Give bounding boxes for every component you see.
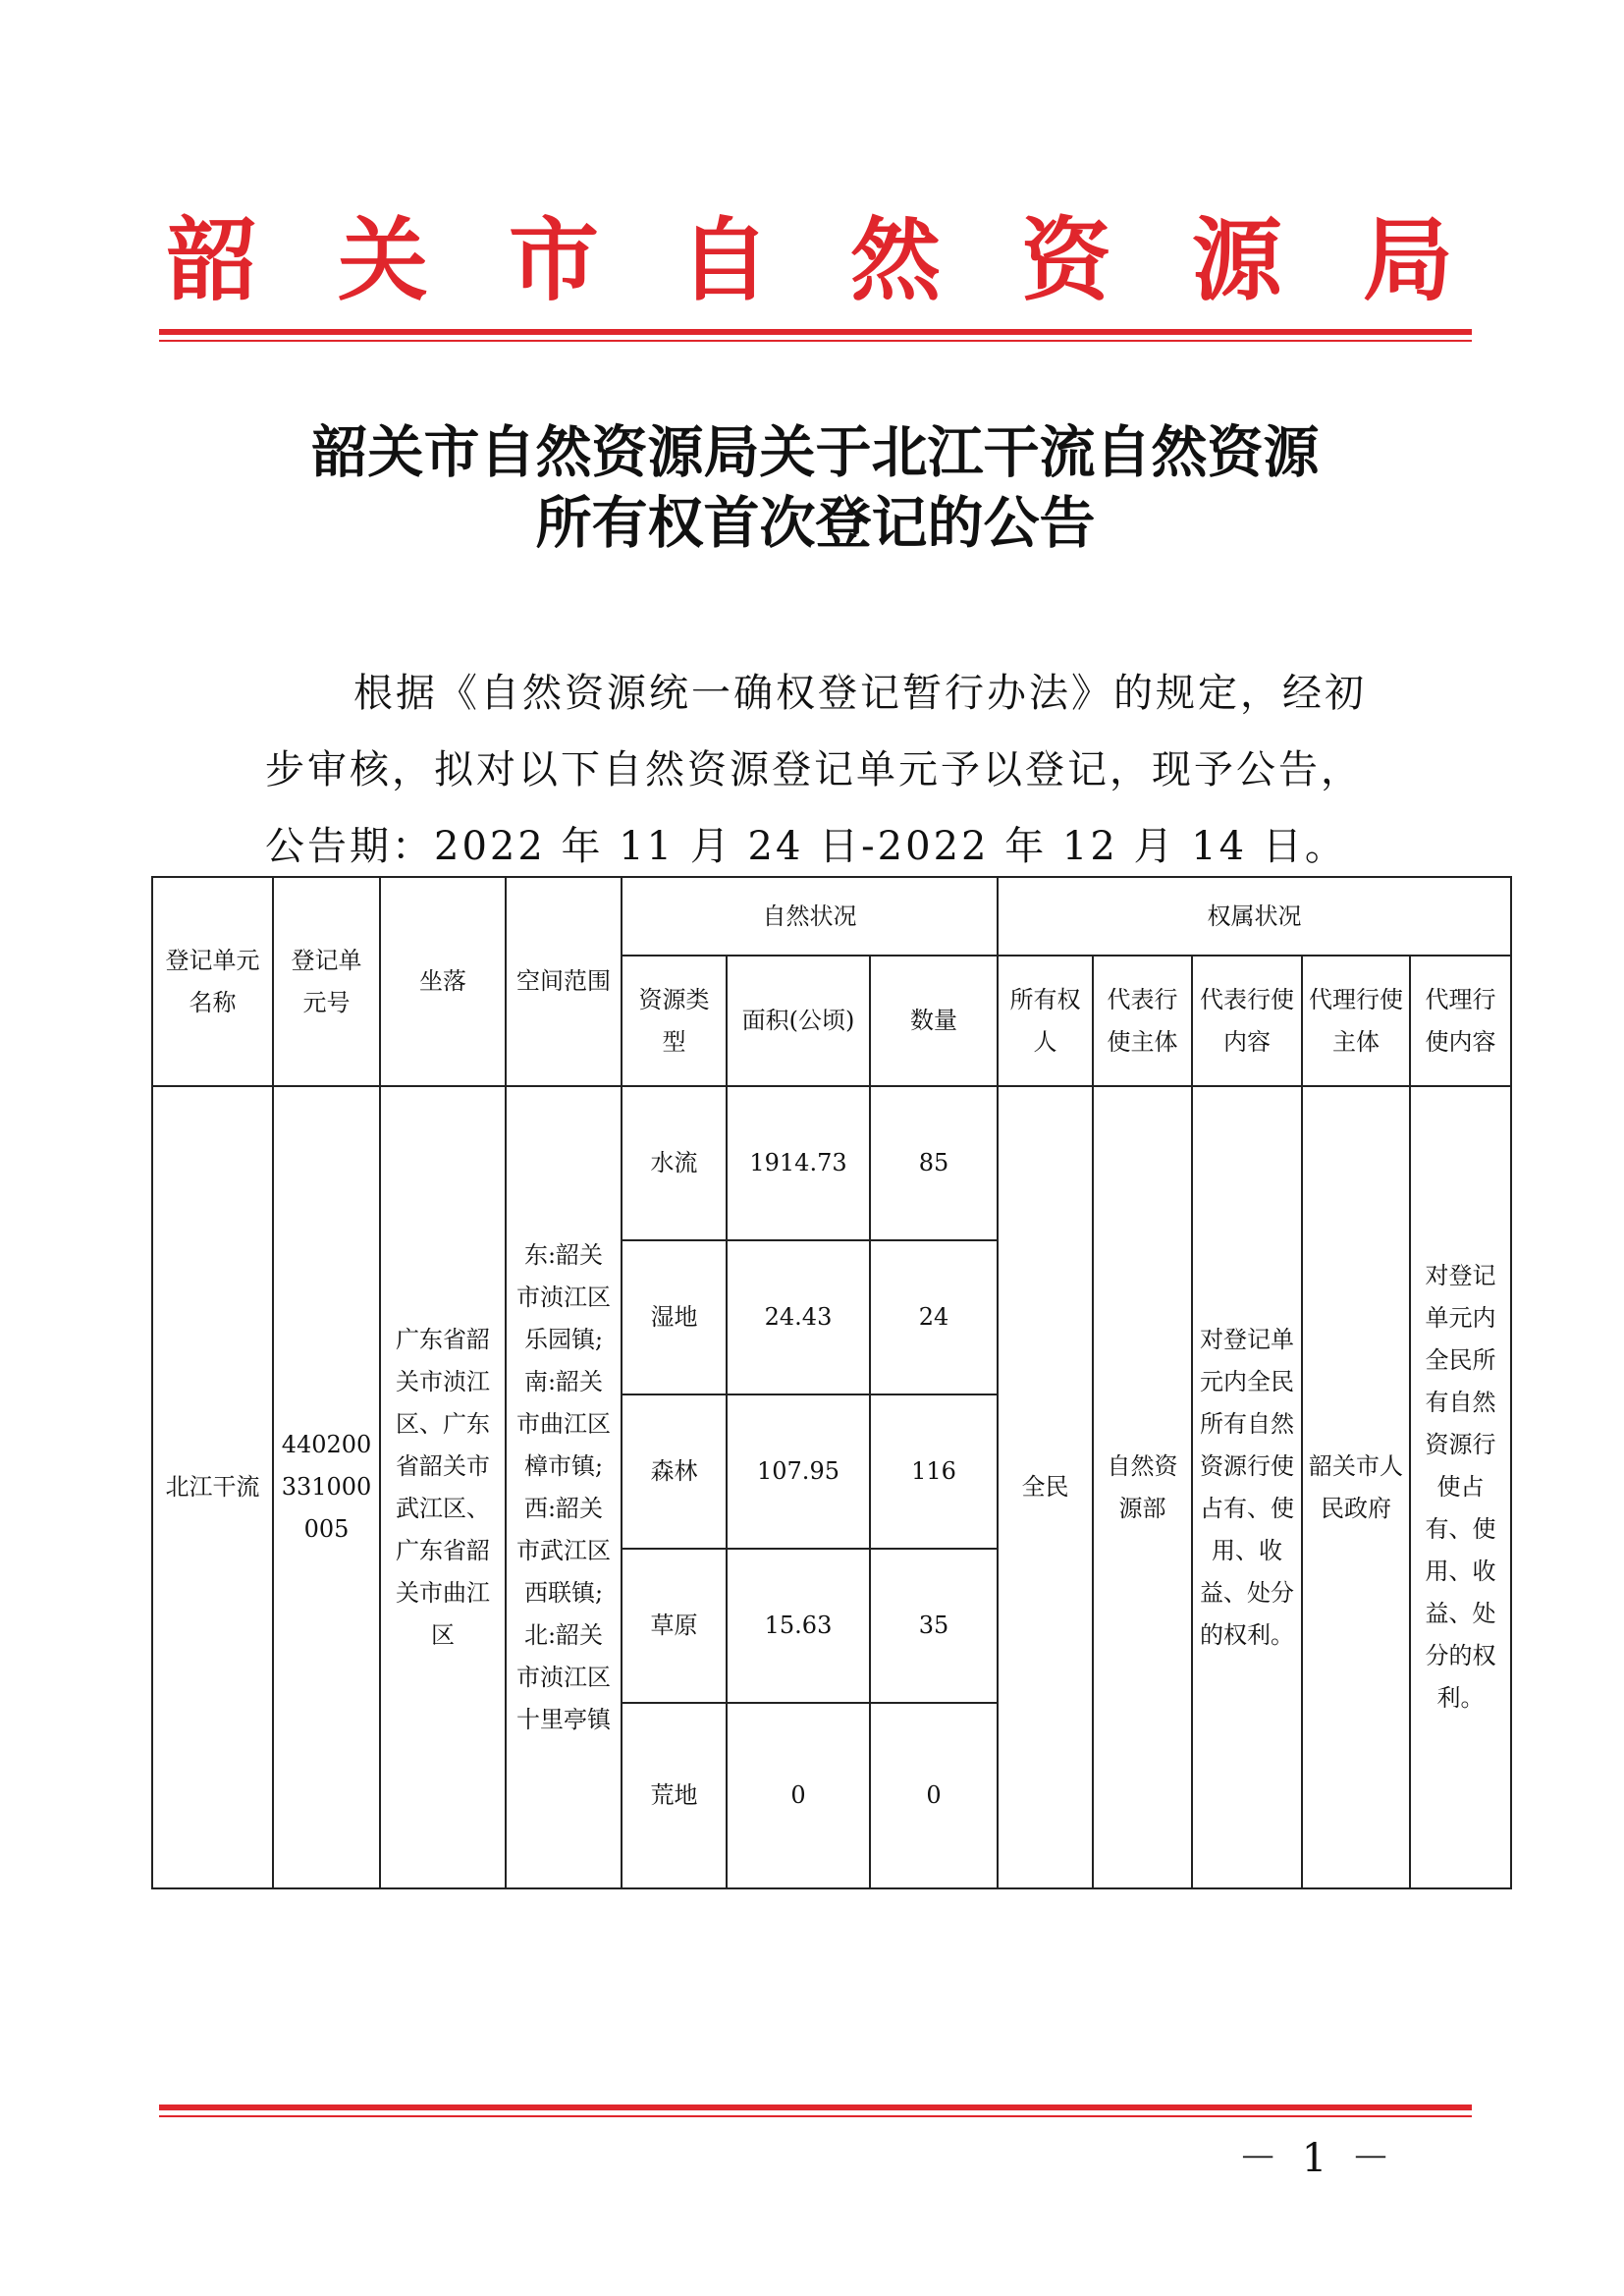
body-line-2: 步审核，拟对以下自然资源登记单元予以登记，现予公告， — [265, 747, 1363, 793]
masthead — [167, 201, 1453, 319]
header-rep-content: 代表行使内容 — [1192, 956, 1302, 1086]
header-quantity: 数量 — [870, 956, 998, 1086]
title-line-1: 韶关市自然资源局关于北江干流自然资源 — [311, 419, 1320, 485]
cell-unit-name: 北江干流 — [152, 1086, 273, 1888]
header-row-1 — [152, 877, 1511, 956]
header-ownership-status: 权属状况 — [998, 877, 1511, 956]
masthead-char: 关 — [337, 207, 428, 313]
announcement-body — [265, 655, 1404, 885]
masthead-char: 局 — [1362, 207, 1453, 313]
cell-area: 24.43 — [727, 1240, 870, 1394]
masthead-char: 市 — [508, 207, 599, 313]
header-resource-type: 资源类型 — [622, 956, 727, 1086]
cell-resource-type: 荒地 — [622, 1703, 727, 1888]
cell-rep-content: 对登记单元内全民所有自然资源行使占有、使用、收益、处分的权利。 — [1192, 1086, 1302, 1888]
masthead-char: 韶 — [167, 207, 258, 313]
cell-owner: 全民 — [998, 1086, 1093, 1888]
table-row — [152, 1086, 1511, 1240]
masthead-char: 资 — [1020, 207, 1111, 313]
masthead-char: 源 — [1191, 207, 1282, 313]
header-representative: 代表行使主体 — [1093, 956, 1192, 1086]
cell-resource-type: 湿地 — [622, 1240, 727, 1394]
footer-rule-thin — [159, 2115, 1472, 2117]
masthead-char: 然 — [849, 207, 941, 313]
header-scope: 空间范围 — [506, 877, 622, 1086]
cell-resource-type: 草原 — [622, 1549, 727, 1703]
header-unit-name: 登记单元名称 — [152, 877, 273, 1086]
cell-area: 107.95 — [727, 1394, 870, 1549]
cell-resource-type: 森林 — [622, 1394, 727, 1549]
cell-quantity: 85 — [870, 1086, 998, 1240]
cell-area: 15.63 — [727, 1549, 870, 1703]
header-area: 面积(公顷) — [727, 956, 870, 1086]
cell-representative: 自然资源部 — [1093, 1086, 1192, 1888]
cell-quantity: 24 — [870, 1240, 998, 1394]
cell-quantity: 116 — [870, 1394, 998, 1549]
header-unit-no: 登记单元号 — [273, 877, 380, 1086]
page-number: － 1 － — [1238, 2136, 1396, 2181]
header-agent: 代理行使主体 — [1302, 956, 1410, 1086]
body-line-3: 公告期：2022 年 11 月 24 日-2022 年 12 月 14 日。 — [265, 824, 1347, 869]
cell-quantity: 0 — [870, 1703, 998, 1888]
masthead-rule-thick — [159, 329, 1472, 335]
masthead-char: 自 — [678, 207, 770, 313]
cell-unit-no: 440200331000005 — [273, 1086, 380, 1888]
header-natural-status: 自然状况 — [622, 877, 998, 956]
masthead-rule-thin — [159, 340, 1472, 342]
cell-resource-type: 水流 — [622, 1086, 727, 1240]
cell-agent: 韶关市人民政府 — [1302, 1086, 1410, 1888]
cell-agent-content: 对登记单元内全民所有自然资源行使占有、使用、收益、处分的权利。 — [1410, 1086, 1511, 1888]
header-agent-content: 代理行使内容 — [1410, 956, 1511, 1086]
cell-scope: 东:韶关市浈江区乐园镇;南:韶关市曲江区樟市镇;西:韶关市武江区西联镇;北:韶关市浈江区十里亭镇 — [506, 1086, 622, 1888]
cell-quantity: 35 — [870, 1549, 998, 1703]
cell-area: 1914.73 — [727, 1086, 870, 1240]
header-owner: 所有权人 — [998, 956, 1093, 1086]
title-line-2: 所有权首次登记的公告 — [535, 490, 1096, 556]
footer-rule-thick — [159, 2105, 1472, 2110]
header-location: 坐落 — [380, 877, 506, 1086]
body-line-1: 根据《自然资源统一确权登记暂行办法》的规定，经初 — [353, 671, 1367, 716]
document-title — [159, 417, 1472, 559]
cell-area: 0 — [727, 1703, 870, 1888]
cell-location: 广东省韶关市浈江区、广东省韶关市武江区、广东省韶关市曲江区 — [380, 1086, 506, 1888]
registration-table — [151, 876, 1512, 1889]
